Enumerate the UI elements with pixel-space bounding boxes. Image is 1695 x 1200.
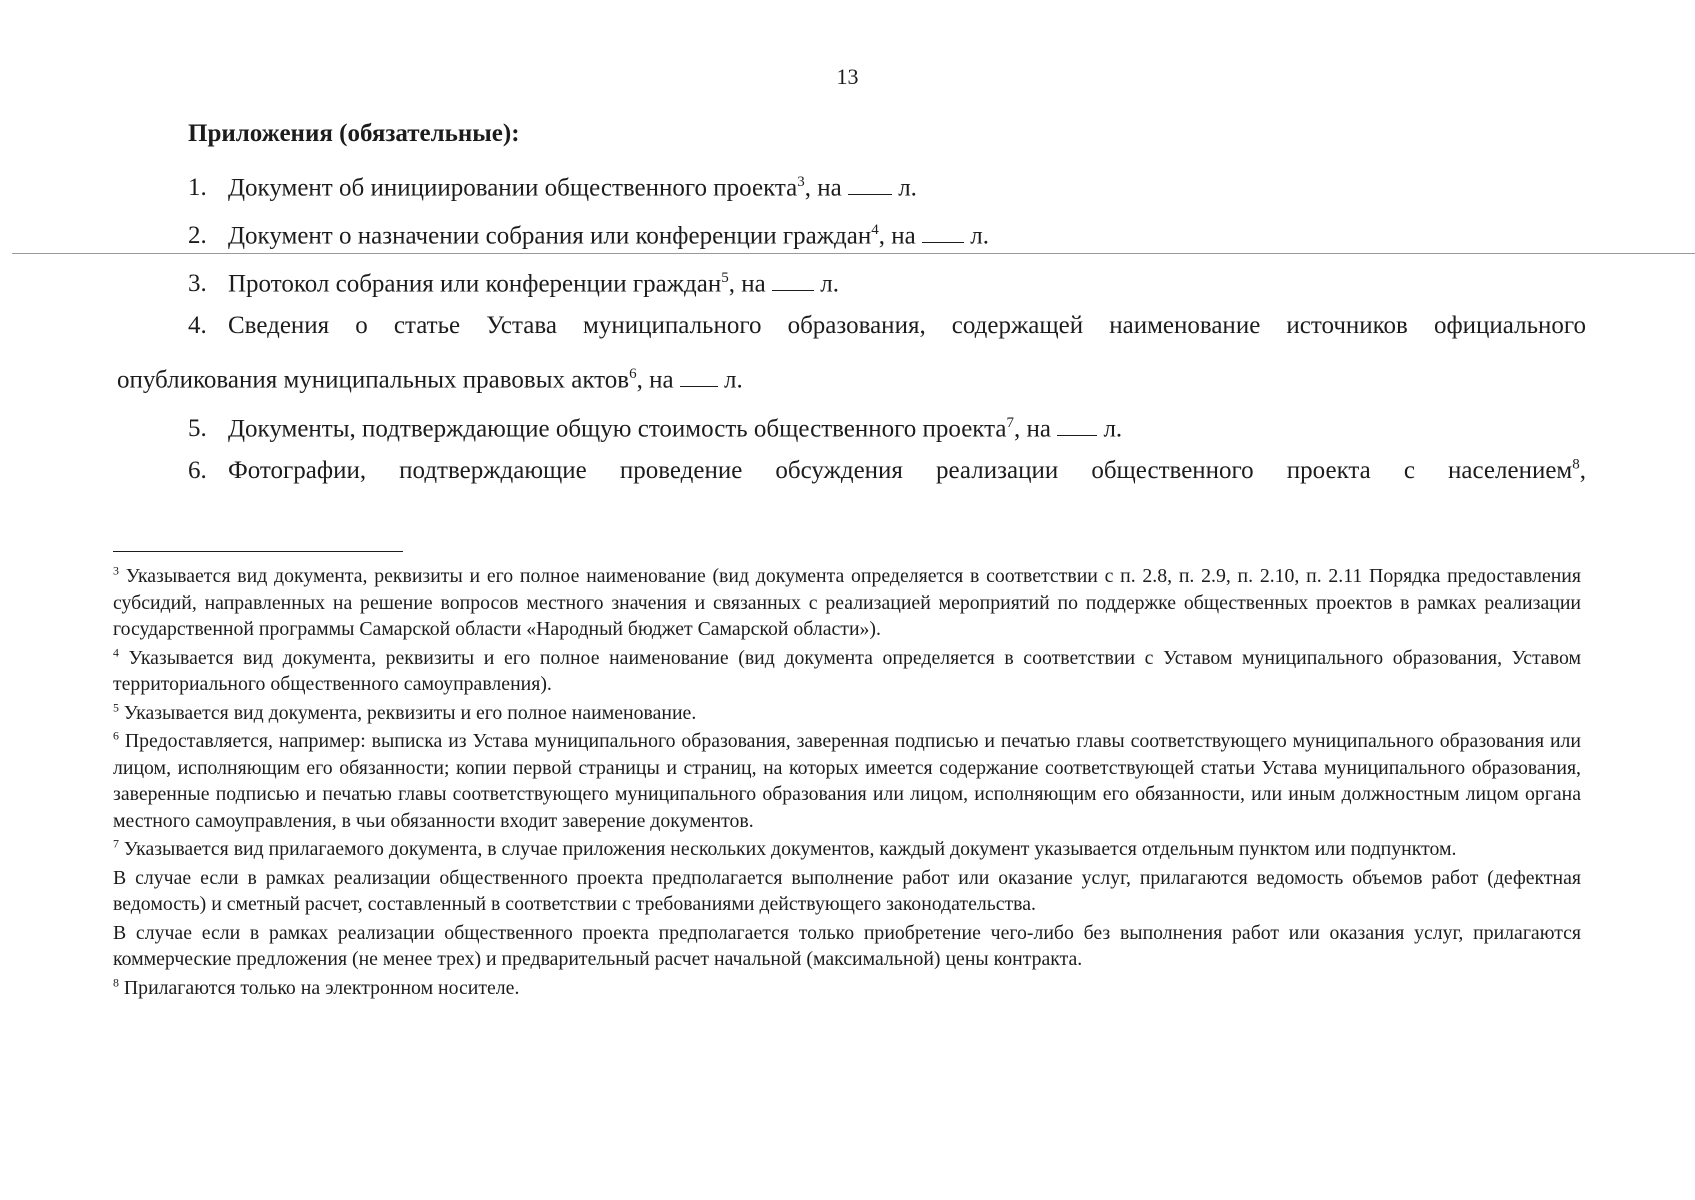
footnote-text: В случае если в рамках реализации общественного проекта предполагается выполнение работ или оказание услуг, прилагаются ведомость объемов работ (дефектная ведомость) и сметный расчет, составленный в соответствии с требованиями действующего законодательства. xyxy=(113,866,1581,915)
item-tail: , на xyxy=(804,174,842,202)
attachment-item-4 xyxy=(188,312,1586,340)
footnote-text: Указывается вид документа, реквизиты и его полное наименование. xyxy=(123,701,697,724)
item-unit: л. xyxy=(724,366,743,394)
item-tail: , xyxy=(1579,457,1586,484)
footnote-6 xyxy=(113,728,1581,834)
footnote-number: 8 xyxy=(113,974,119,989)
footnote-separator xyxy=(113,551,403,552)
attachment-item-4-continuation xyxy=(117,360,743,394)
item-unit: л. xyxy=(1103,415,1123,443)
item-number: 6. xyxy=(188,457,207,484)
attachment-item-6 xyxy=(188,457,1586,485)
footnote-text: Указывается вид документа, реквизиты и его полное наименование (вид документа определяется в соответствии с п. 2.8, п. 2.9, п. 2.10, п. 2.11 Порядка предоставления субсидий, направленных на решение вопросов местного значения и связанных с реализацией мероприятий по поддержке общественных проектов в рамках реализации государственной программы Самарской области «Народный бюджет Самарской области»). xyxy=(113,565,1581,640)
item-tail: , на xyxy=(636,366,674,394)
item-unit: л. xyxy=(970,222,989,250)
item-text: Документы, подтверждающие общую стоимость общественного проекта xyxy=(228,415,1007,443)
footnote-number: 6 xyxy=(113,728,119,743)
attachment-item-5 xyxy=(188,409,1122,443)
scan-artifact-line xyxy=(12,253,1695,254)
item-number: 5. xyxy=(188,415,207,443)
footnote-5 xyxy=(113,700,1581,727)
footnote-ref: 5 xyxy=(721,269,729,286)
footnotes xyxy=(113,563,1581,1003)
attachment-item-2 xyxy=(188,216,989,250)
item-number: 4. xyxy=(188,312,207,339)
footnote-7-paragraph-3 xyxy=(113,920,1581,973)
item-text: Фотографии, подтверждающие проведение обсуждения реализации общественного проекта с населением xyxy=(228,457,1573,484)
footnote-ref: 4 xyxy=(871,221,879,238)
page-count-blank xyxy=(680,360,718,387)
footnote-ref: 3 xyxy=(797,173,805,190)
footnote-8 xyxy=(113,975,1581,1002)
attachments-heading: Приложения (обязательные): xyxy=(188,120,520,147)
item-tail: , на xyxy=(878,222,916,250)
item-text: Протокол собрания или конференции граждан xyxy=(228,270,722,298)
item-tail: , на xyxy=(728,270,766,298)
item-number: 3. xyxy=(188,270,207,298)
page-count-blank xyxy=(772,264,814,291)
item-unit: л. xyxy=(898,174,917,202)
footnote-number: 7 xyxy=(113,836,119,851)
footnote-text: В случае если в рамках реализации общественного проекта предполагается только приобретение чего-либо без выполнения работ или оказания услуг, прилагаются коммерческие предложения (не менее трех) и предварительный расчет начальной (максимальной) цены контракта. xyxy=(113,921,1581,970)
footnote-text: Предоставляется, например: выписка из Устава муниципального образования, заверенная подписью и печатью главы соответствующего муниципального образования или лицом, исполняющим его обязанности; копии первой страницы и страниц, на которых имеется содержание соответствующей статьи Устава муниципального образования, заверенные подписью и печатью главы соответствующего муниципального образования или лицом, исполняющим его обязанности, или иным должностным лицом органа местного самоуправления, в чьи обязанности входит заверение документов. xyxy=(113,730,1581,832)
item-unit: л. xyxy=(820,270,839,298)
footnote-number: 4 xyxy=(113,644,119,659)
footnote-ref: 8 xyxy=(1572,456,1580,473)
footnote-number: 3 xyxy=(113,563,119,578)
footnote-text: Указывается вид документа, реквизиты и его полное наименование (вид документа определяется в соответствии с Уставом муниципального образования, Уставом территориального общественного самоуправления). xyxy=(113,646,1581,695)
footnote-3 xyxy=(113,563,1581,643)
item-number: 1. xyxy=(188,174,207,202)
footnote-4 xyxy=(113,645,1581,698)
item-text: опубликования муниципальных правовых актов xyxy=(117,366,630,394)
footnote-text: Прилагаются только на электронном носителе. xyxy=(123,976,520,999)
item-tail: , на xyxy=(1013,415,1051,443)
footnote-ref: 7 xyxy=(1006,414,1014,431)
footnote-7 xyxy=(113,836,1581,863)
page-count-blank xyxy=(1057,409,1097,436)
footnote-7-paragraph-2 xyxy=(113,865,1581,918)
footnote-ref: 6 xyxy=(629,365,637,382)
attachment-item-3 xyxy=(188,264,839,298)
attachment-item-1 xyxy=(188,168,917,202)
item-number: 2. xyxy=(188,222,207,250)
item-text: Документ о назначении собрания или конференции граждан xyxy=(228,222,872,250)
item-text: Сведения о статье Устава муниципального образования, содержащей наименование источников официального xyxy=(228,312,1586,339)
footnote-number: 5 xyxy=(113,699,119,714)
page-count-blank xyxy=(848,168,892,195)
footnote-text: Указывается вид прилагаемого документа, в случае приложения нескольких документов, каждый документ указывается отдельным пунктом или подпунктом. xyxy=(123,838,1457,860)
page-number: 13 xyxy=(836,64,859,89)
item-text: Документ об инициировании общественного проекта xyxy=(228,174,798,202)
page-count-blank xyxy=(922,216,964,243)
